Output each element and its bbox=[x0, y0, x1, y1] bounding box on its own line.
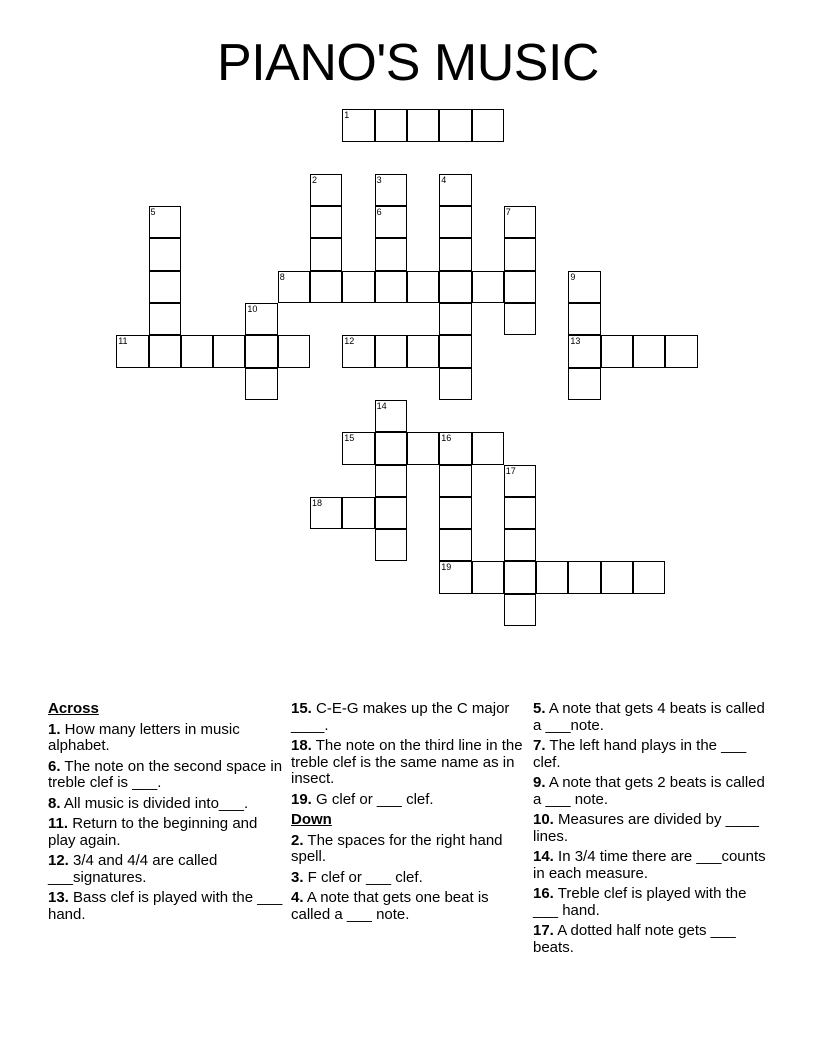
grid-cell-2[interactable] bbox=[310, 174, 342, 206]
grid-cell[interactable] bbox=[633, 335, 665, 367]
clue-number-label: 9. bbox=[533, 774, 546, 791]
grid-cell-19[interactable] bbox=[439, 561, 471, 593]
grid-cell[interactable] bbox=[439, 206, 471, 238]
grid-cell[interactable] bbox=[245, 335, 277, 367]
clue-number-label: 10. bbox=[533, 811, 554, 828]
clue-number: 13 bbox=[570, 336, 581, 347]
grid-cell[interactable] bbox=[213, 335, 245, 367]
clue-text: 3/4 and 4/4 are called ___signatures. bbox=[48, 852, 218, 886]
clues-column-3 bbox=[533, 701, 773, 960]
grid-cell[interactable] bbox=[375, 529, 407, 561]
clue-number: 5 bbox=[150, 207, 156, 218]
clue-number-label: 2. bbox=[291, 831, 304, 849]
crossword-grid bbox=[117, 110, 699, 627]
grid-cell[interactable] bbox=[407, 109, 439, 141]
clue-number-label: 8. bbox=[48, 794, 61, 812]
clue-text: A note that gets 4 beats is called a ___note. bbox=[533, 700, 765, 734]
clue-number: 9 bbox=[570, 271, 576, 282]
grid-cell[interactable] bbox=[439, 497, 471, 529]
clue-number-label: 3. bbox=[291, 868, 304, 886]
grid-cell[interactable] bbox=[375, 271, 407, 303]
clue-number: 18 bbox=[312, 497, 323, 508]
grid-cell-9[interactable] bbox=[568, 271, 600, 303]
grid-cell-3[interactable] bbox=[375, 174, 407, 206]
grid-cell[interactable] bbox=[472, 109, 504, 141]
clue-text: A note that gets one beat is called a ___ note. bbox=[291, 889, 489, 923]
grid-cell[interactable] bbox=[149, 303, 181, 335]
clue-number-label: 18. bbox=[291, 737, 312, 754]
clue-text: F clef or ___ clef. bbox=[303, 868, 423, 886]
clue-item bbox=[291, 833, 526, 866]
clue-text: The left hand plays in the ___ clef. bbox=[533, 737, 747, 771]
grid-cell[interactable] bbox=[375, 432, 407, 464]
grid-cell[interactable] bbox=[375, 238, 407, 270]
clue-number-label: 6. bbox=[48, 757, 61, 775]
clue-text: C-E-G makes up the C major ____. bbox=[291, 700, 510, 734]
grid-cell[interactable] bbox=[504, 303, 536, 335]
grid-cell[interactable] bbox=[439, 368, 471, 400]
grid-cell[interactable] bbox=[310, 271, 342, 303]
grid-cell[interactable] bbox=[504, 497, 536, 529]
grid-cell[interactable] bbox=[536, 561, 568, 593]
clue-number: 16 bbox=[441, 433, 452, 444]
grid-cell-7[interactable] bbox=[504, 206, 536, 238]
clue-number: 17 bbox=[505, 465, 516, 476]
grid-cell-11[interactable] bbox=[116, 335, 148, 367]
grid-cell-6[interactable] bbox=[375, 206, 407, 238]
clue-text: A dotted half note gets ___ beats. bbox=[533, 922, 736, 956]
grid-cell[interactable] bbox=[665, 335, 697, 367]
grid-cell-16[interactable] bbox=[439, 432, 471, 464]
clue-text: The spaces for the right hand spell. bbox=[291, 831, 503, 865]
clue-number-label: 16. bbox=[533, 885, 554, 902]
grid-cell[interactable] bbox=[149, 335, 181, 367]
clue-item bbox=[291, 738, 526, 788]
clue-item bbox=[48, 722, 283, 755]
grid-cell[interactable] bbox=[504, 238, 536, 270]
grid-cell[interactable] bbox=[278, 335, 310, 367]
grid-cell[interactable] bbox=[504, 561, 536, 593]
grid-cell[interactable] bbox=[375, 335, 407, 367]
grid-cell[interactable] bbox=[568, 368, 600, 400]
clue-number: 12 bbox=[344, 336, 355, 347]
clue-number: 1 bbox=[344, 110, 350, 121]
clue-number: 7 bbox=[505, 207, 511, 218]
grid-cell[interactable] bbox=[342, 497, 374, 529]
clue-text: Return to the beginning and play again. bbox=[48, 815, 258, 849]
clues-column-1 bbox=[48, 701, 283, 927]
clue-item bbox=[533, 775, 773, 808]
grid-cell[interactable] bbox=[439, 335, 471, 367]
clue-text: The note on the third line in the treble clef is the same name as in insect. bbox=[291, 737, 523, 787]
clue-item bbox=[533, 701, 773, 734]
puzzle-title: PIANO'S MUSIC bbox=[217, 34, 599, 92]
grid-cell[interactable] bbox=[504, 529, 536, 561]
grid-cell[interactable] bbox=[601, 561, 633, 593]
clue-text: The note on the second space in treble clef is ___. bbox=[48, 757, 283, 791]
clue-item bbox=[48, 853, 283, 886]
clue-number: 4 bbox=[441, 174, 447, 185]
grid-cell[interactable] bbox=[504, 594, 536, 626]
grid-cell[interactable] bbox=[472, 271, 504, 303]
grid-cell-12[interactable] bbox=[342, 335, 374, 367]
clue-number: 10 bbox=[247, 304, 258, 314]
grid-cell[interactable] bbox=[601, 335, 633, 367]
grid-cell[interactable] bbox=[407, 271, 439, 303]
clue-number-label: 17. bbox=[533, 922, 554, 939]
clue-number: 8 bbox=[279, 271, 285, 282]
grid-cell[interactable] bbox=[407, 432, 439, 464]
clue-number: 19 bbox=[441, 562, 452, 573]
clue-number-label: 14. bbox=[533, 848, 554, 865]
clue-item bbox=[533, 886, 773, 919]
clue-number: 11 bbox=[118, 336, 128, 347]
grid-cell[interactable] bbox=[149, 238, 181, 270]
grid-cell-17[interactable] bbox=[504, 465, 536, 497]
clue-item bbox=[48, 816, 283, 849]
grid-cell[interactable] bbox=[439, 109, 471, 141]
grid-cell-15[interactable] bbox=[342, 432, 374, 464]
grid-cell[interactable] bbox=[310, 238, 342, 270]
grid-cell-4[interactable] bbox=[439, 174, 471, 206]
grid-cell-13[interactable] bbox=[568, 335, 600, 367]
grid-cell[interactable] bbox=[472, 561, 504, 593]
grid-cell[interactable] bbox=[439, 271, 471, 303]
clue-item bbox=[291, 890, 526, 923]
clue-number-label: 12. bbox=[48, 852, 69, 869]
clue-number-label: 5. bbox=[533, 700, 546, 717]
clue-text: How many letters in music alphabet. bbox=[48, 720, 240, 754]
clue-number: 6 bbox=[376, 207, 382, 218]
grid-cell[interactable] bbox=[375, 109, 407, 141]
clue-item bbox=[533, 849, 773, 882]
clue-item bbox=[291, 701, 526, 734]
grid-cell-18[interactable] bbox=[310, 497, 342, 529]
clues-column-2 bbox=[291, 701, 526, 927]
grid-cell[interactable] bbox=[439, 238, 471, 270]
grid-cell[interactable] bbox=[181, 335, 213, 367]
clue-text: All music is divided into___. bbox=[60, 794, 249, 812]
clue-item bbox=[48, 796, 283, 813]
clue-item bbox=[48, 759, 283, 792]
grid-cell[interactable] bbox=[633, 561, 665, 593]
grid-cell[interactable] bbox=[375, 497, 407, 529]
clue-item bbox=[533, 738, 773, 771]
clue-text: Treble clef is played with the ___ hand. bbox=[533, 885, 747, 919]
clue-number-label: 4. bbox=[291, 889, 304, 906]
grid-cell-1[interactable] bbox=[342, 109, 374, 141]
grid-cell-8[interactable] bbox=[278, 271, 310, 303]
clue-number: 15 bbox=[344, 433, 355, 444]
grid-cell-14[interactable] bbox=[375, 400, 407, 432]
grid-cell-10[interactable] bbox=[245, 303, 277, 335]
clue-text: In 3/4 time there are ___counts in each measure. bbox=[533, 848, 766, 882]
across-heading: Across bbox=[48, 700, 99, 717]
clue-number-label: 13. bbox=[48, 889, 69, 906]
clue-item bbox=[48, 890, 283, 923]
grid-cell[interactable] bbox=[342, 271, 374, 303]
grid-cell[interactable] bbox=[407, 335, 439, 367]
clue-number-label: 7. bbox=[533, 737, 546, 754]
clue-number: 14 bbox=[376, 400, 387, 411]
clue-number-label: 19. bbox=[291, 790, 312, 808]
clue-text: Measures are divided by ____ lines. bbox=[533, 811, 759, 845]
grid-cell[interactable] bbox=[375, 465, 407, 497]
grid-cell[interactable] bbox=[149, 271, 181, 303]
clue-text: G clef or ___ clef. bbox=[311, 790, 434, 808]
grid-cell[interactable] bbox=[439, 465, 471, 497]
grid-cell[interactable] bbox=[568, 303, 600, 335]
clue-number-label: 15. bbox=[291, 700, 312, 717]
clue-number-label: 1. bbox=[48, 720, 61, 738]
grid-cell[interactable] bbox=[504, 271, 536, 303]
grid-cell[interactable] bbox=[439, 303, 471, 335]
clue-item bbox=[291, 870, 526, 887]
clue-text: Bass clef is played with the ___ hand. bbox=[48, 889, 283, 923]
clue-number: 2 bbox=[312, 174, 318, 185]
clue-item bbox=[291, 792, 526, 809]
clue-item bbox=[533, 812, 773, 845]
clue-number-label: 11. bbox=[48, 815, 69, 832]
grid-cell-5[interactable] bbox=[149, 206, 181, 238]
grid-cell[interactable] bbox=[568, 561, 600, 593]
grid-cell[interactable] bbox=[439, 529, 471, 561]
grid-cell[interactable] bbox=[472, 432, 504, 464]
clue-text: A note that gets 2 beats is called a ___ note. bbox=[533, 774, 765, 808]
grid-cell[interactable] bbox=[245, 368, 277, 400]
grid-cell[interactable] bbox=[310, 206, 342, 238]
clue-number: 3 bbox=[376, 174, 382, 185]
down-heading: Down bbox=[291, 811, 332, 828]
clue-item bbox=[533, 923, 773, 956]
